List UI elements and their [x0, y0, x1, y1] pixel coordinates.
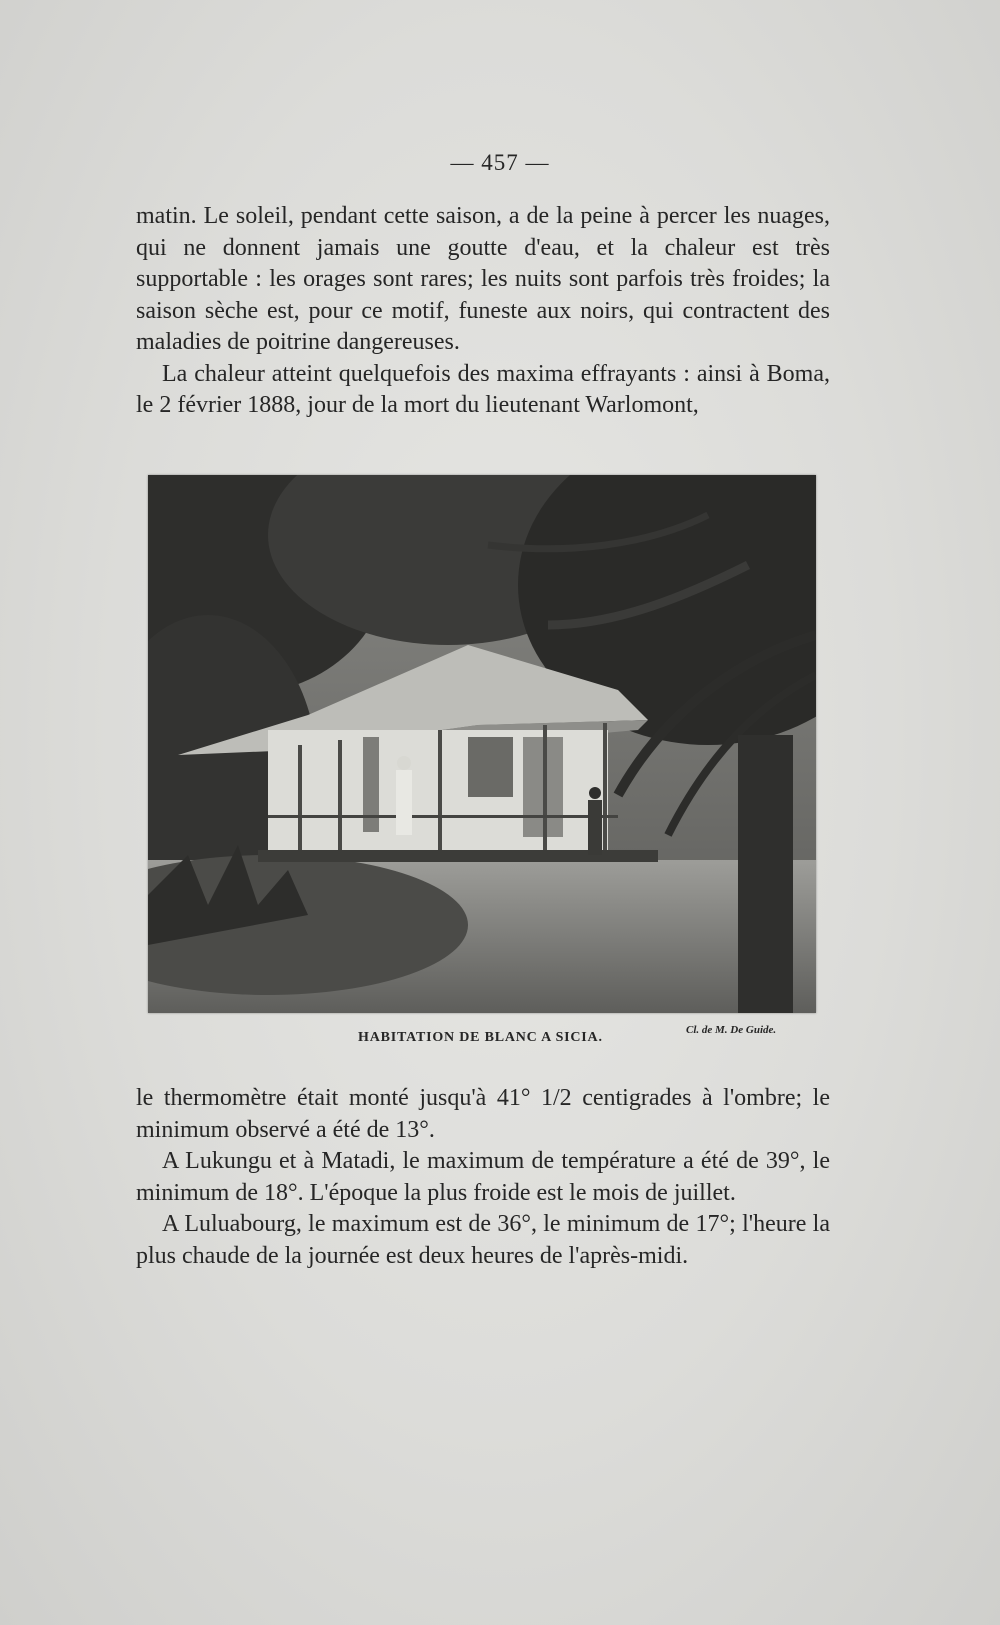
- paragraph: La chaleur atteint quelquefois des maxima effrayants : ainsi à Boma, le 2 février 1888, jour de la mort du lieutenant Warlomont,: [136, 360, 830, 418]
- figure-caption: HABITATION DE BLANC A SICIA.: [358, 1030, 603, 1045]
- paragraph: A Lukungu et à Matadi, le maximum de température a été de 39°, le minimum de 18°. L'époque la plus froide est le mois de juillet.: [136, 1148, 830, 1206]
- house-photograph: [148, 475, 816, 1013]
- photo-credit: Cl. de M. De Guide.: [686, 1024, 777, 1036]
- paragraph: le thermomètre était monté jusqu'à 41° 1/2 centigrades à l'ombre; le minimum observé a été de 13°.: [136, 1085, 830, 1143]
- paragraph: A Luluabourg, le maximum est de 36°, le minimum de 17°; l'heure la plus chaude de la journée est deux heures de l'après-midi.: [136, 1211, 830, 1269]
- house-photograph-drawing: [148, 475, 816, 1013]
- bottom-text-block: [136, 1083, 830, 1272]
- page-number: — 457 —: [450, 150, 550, 175]
- top-text-block: [136, 201, 830, 422]
- paragraph: matin. Le soleil, pendant cette saison, a de la peine à percer les nuages, qui ne donnent jamais une goutte d'eau, et la chaleur est très supportable : les orages sont rares; les nuits sont parfois très froides; la saison sèche est, pour ce motif, funeste aux noirs, qui contractent des maladies de poitrine dangereuses.: [136, 203, 830, 355]
